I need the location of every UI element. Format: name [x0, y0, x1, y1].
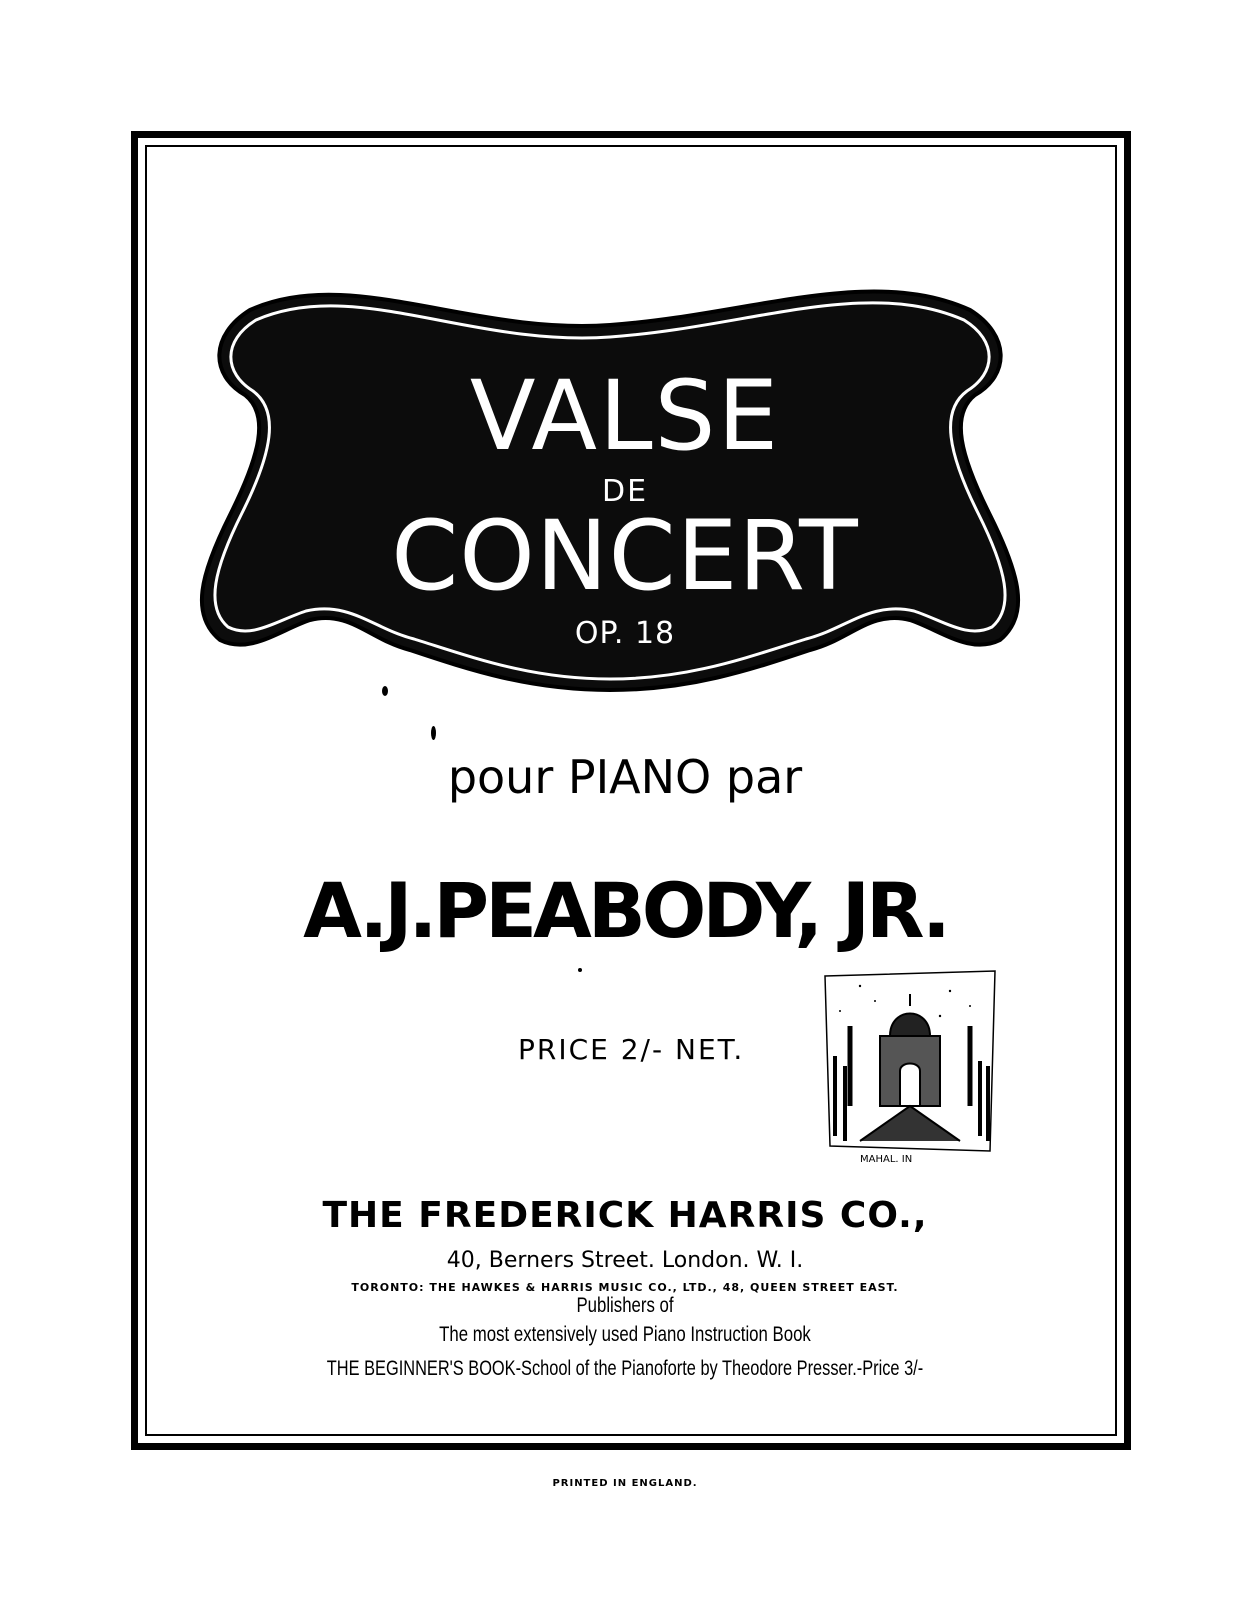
ink-speck	[431, 726, 436, 740]
taj-mahal-vignette	[820, 966, 1000, 1166]
ink-speck	[578, 968, 582, 972]
printed-in-england: PRINTED IN ENGLAND.	[552, 1478, 698, 1489]
publishers-of: Publishers of	[576, 1294, 674, 1317]
instrument-line: pour PIANO par	[447, 750, 803, 804]
ink-speck	[382, 686, 388, 696]
vignette-caption: MAHAL. IN	[860, 1154, 913, 1165]
price: PRICE 2/- NET.	[518, 1033, 745, 1066]
beginners-book: THE BEGINNER'S BOOK-School of the Pianoforte by Theodore Presser.-Price 3/-	[326, 1357, 924, 1380]
publisher-address: 40, Berners Street. London. W. I.	[446, 1248, 804, 1273]
title-de: DE	[601, 474, 649, 509]
toronto-address: TORONTO: THE HAWKES & HARRIS MUSIC CO., LTD., 48, QUEEN STREET EAST.	[351, 1281, 899, 1294]
title-valse: VALSE	[469, 360, 781, 472]
composer-name: A.J.PEABODY, JR.	[303, 866, 947, 955]
opus-number: OP. 18	[574, 616, 676, 651]
title-concert: CONCERT	[391, 500, 859, 612]
publisher-name: THE FREDERICK HARRIS CO.,	[322, 1195, 928, 1236]
tagline: The most extensively used Piano Instruction Book	[439, 1323, 811, 1346]
